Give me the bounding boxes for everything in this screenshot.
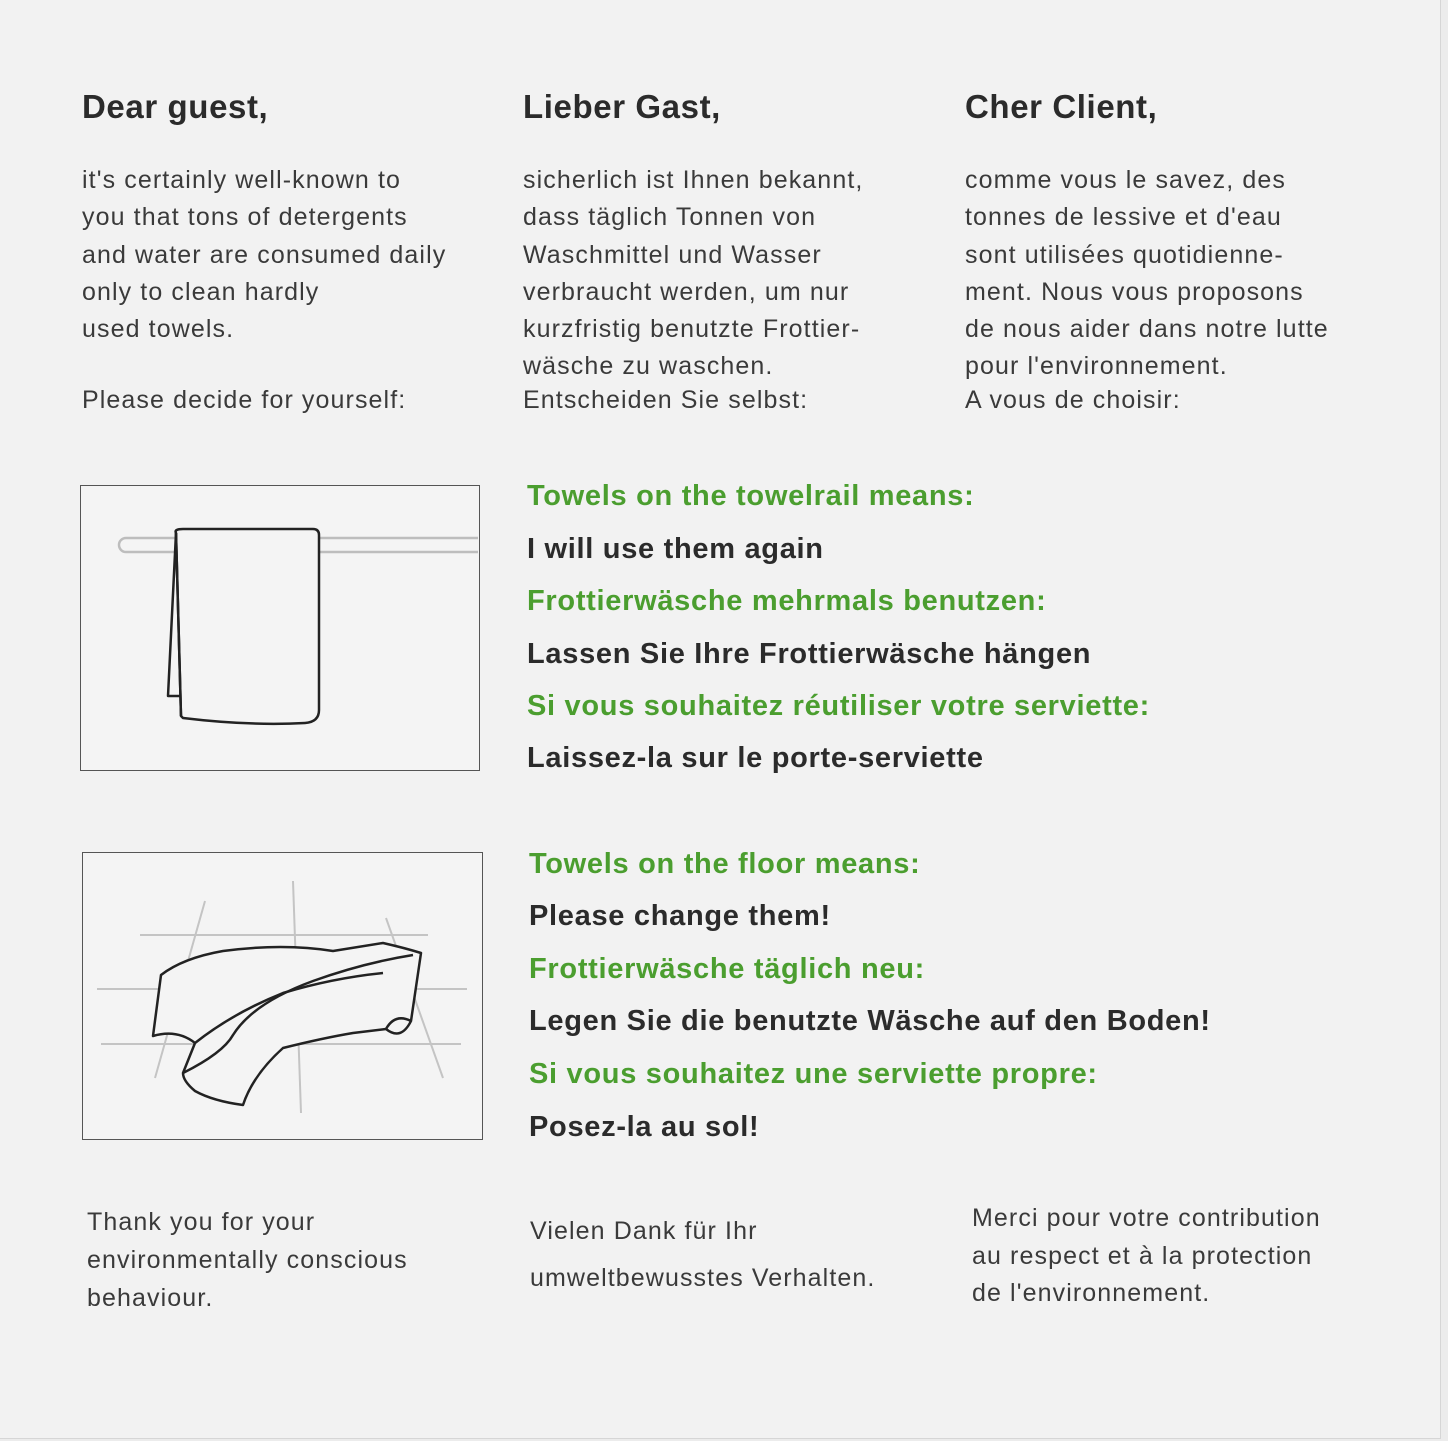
intro-line: you that tons of detergents [82,203,408,232]
decide-prompt-german: Entscheiden Sie selbst: [523,386,809,414]
intro-text-english [82,162,446,348]
rail-heading-french: Si vous souhaitez réutiliser votre serviette: [527,690,1150,722]
thanks-line: au respect et à la protection [972,1241,1313,1270]
floor-heading-german: Frottierwäsche täglich neu: [529,953,925,985]
thanks-french [972,1200,1321,1313]
intro-line: ment. Nous vous proposons [965,277,1304,306]
floor-heading-english: Towels on the floor means: [529,848,921,880]
towel-on-floor-drawing [83,853,481,1138]
intro-line: comme vous le savez, des [965,166,1286,194]
intro-line: used towels. [82,315,235,344]
thanks-german [530,1208,875,1302]
rail-heading-english: Towels on the towelrail means: [527,480,975,512]
towel-on-floor-icon [82,852,483,1140]
intro-line: it's certainly well-known to [82,166,402,194]
intro-line: kurzfristig benutzte Frottier- [523,315,861,344]
intro-line: dass täglich Tonnen von [523,203,817,232]
intro-line: wäsche zu waschen. [523,352,774,381]
thanks-line: Merci pour votre contribution [972,1204,1321,1232]
intro-text-german [523,162,863,386]
intro-line: Waschmittel und Wasser [523,240,822,269]
thanks-line: Vielen Dank für Ihr [530,1217,758,1245]
greeting-english: Dear guest, [82,88,269,125]
intro-text-french [965,162,1329,386]
rail-heading-german: Frottierwäsche mehrmals benutzen: [527,585,1047,617]
decide-prompt-english: Please decide for yourself: [82,386,407,414]
thanks-line: behaviour. [87,1284,214,1312]
thanks-line: de l'environnement. [972,1279,1211,1307]
thanks-line: umweltbewusstes Verhalten. [530,1264,876,1292]
intro-line: pour l'environnement. [965,352,1228,381]
towel-on-rail-icon [80,485,480,771]
floor-heading-french: Si vous souhaitez une serviette propre: [529,1058,1098,1090]
towel-on-rail-drawing [81,486,478,769]
thanks-line: Thank you for your [87,1208,316,1236]
intro-line: sicherlich ist Ihnen bekannt, [523,166,864,194]
floor-instruction-english: Please change them! [529,900,831,932]
intro-line: only to clean hardly [82,277,320,306]
greeting-french: Cher Client, [965,88,1158,125]
decide-prompt-french: A vous de choisir: [965,386,1181,414]
floor-instruction-french: Posez-la au sol! [529,1111,760,1143]
rail-instruction-french: Laissez-la sur le porte-serviette [527,742,984,774]
rail-instruction-english: I will use them again [527,533,824,565]
intro-line: de nous aider dans notre lutte [965,315,1329,344]
thanks-line: environmentally conscious [87,1246,408,1274]
greeting-german: Lieber Gast, [523,88,721,125]
intro-line: verbraucht werden, um nur [523,277,850,306]
intro-line: and water are consumed daily [82,240,447,269]
floor-instruction-german: Legen Sie die benutzte Wäsche auf den Boden! [529,1005,1211,1037]
intro-line: tonnes de lessive et d'eau [965,203,1282,232]
rail-instruction-german: Lassen Sie Ihre Frottierwäsche hängen [527,638,1092,670]
intro-line: sont utilisées quotidienne- [965,240,1284,269]
thanks-english [87,1203,408,1317]
